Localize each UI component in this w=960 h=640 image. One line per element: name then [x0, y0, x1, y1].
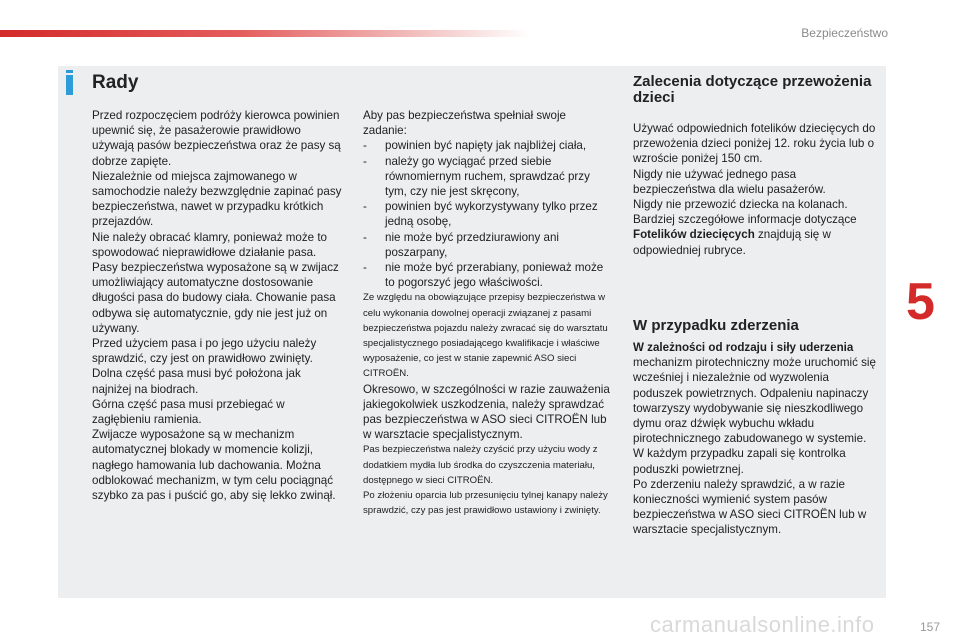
section-title: Bezpieczeństwo [801, 26, 888, 40]
list-item: - powinien być napięty jak najbliżej ciała, [363, 139, 587, 153]
info-icon [66, 75, 73, 95]
cleaning-note: Pas bezpieczeństwa należy czyścić przy użyciu wody z dodatkiem mydła lub środka do czyszczenia materiału, dostępnego w sieci CITROËN. [363, 444, 598, 486]
seat-note: Po złożeniu oparcia lub przesunięciu tylnej kanapy należy sprawdzić, czy pas jest prawidłowo ustawiony i zwinięty. [363, 490, 608, 517]
list-item: - należy go wyciągać przed siebie równomiernym ruchem, sprawdzać przy tym, czy nie jest skręcony, [363, 154, 590, 199]
children-paragraph: Nigdy nie używać jednego pasa bezpieczeństwa dla wielu pasażerów. [633, 167, 826, 196]
inspection-paragraph: Okresowo, w szczególności w razie zauważenia jakiegokolwiek uszkodzenia, należy sprawdzać pas bezpieczeństwa w ASO sieci CITROËN lub w warsztacie specjalistycznym. [363, 382, 610, 442]
children-paragraph: Używać odpowiednich fotelików dziecięcych do przewożenia dzieci poniżej 12. roku życia lub o wzroście poniżej 150 cm. [633, 122, 876, 166]
list-item: - powinien być wykorzystywany tylko przez jedną osobę, [363, 200, 598, 229]
service-note: Ze względu na obowiązujące przepisy bezpieczeństwa w celu wykonania dowolnej operacji związanej z pasami bezpieczeństwa pojazdu należy zwracać się do warsztatu specjalistycznego posiadającego kwalifikacje i właściwe wyposażenie, co jest w stanie zapewnić ASO sieci CITROËN. [363, 292, 608, 380]
child-seats-reference: Fotelików dziecięcych [633, 228, 755, 242]
rady-paragraph: Górna część pasa musi przebiegać w zagłębieniu ramienia. [92, 397, 285, 427]
children-text [633, 121, 881, 258]
collision-text [633, 340, 881, 538]
rady-paragraph: Niezależnie od miejsca zajmowanego w samochodzie należy bezwzględnie zapinać pasy bezpieczeństwa, nawet w przypadku krótkich przejazdów. [92, 169, 342, 229]
rady-paragraph: Pasy bezpieczeństwa wyposażone są w zwijacz umożliwiający automatyczne dostosowanie długości pasa do budowy ciała. Chowanie pasa odbywa się automatycznie, gdy nie jest już on używany. [92, 261, 339, 335]
collision-paragraph: W każdym przypadku zapali się kontrolka poduszki powietrznej. [633, 447, 846, 476]
rady-paragraph: Nie należy obracać klamry, ponieważ może to spowodować nieprawidłowe działanie pasa. [92, 230, 327, 259]
rady-paragraph: Przed rozpoczęciem podróży kierowca powinien upewnić się, że pasażerowie prawidłowo używają pasów bezpieczeństwa oraz że pasy są dobrze zapięte. [92, 109, 341, 168]
rady-paragraph: Przed użyciem pasa i po jego użyciu należy sprawdzić, czy jest on prawidłowo zwinięty. [92, 337, 317, 366]
info-icon-dot [66, 70, 73, 73]
list-item: - nie może być przerabiany, ponieważ może to pogorszyć jego właściwości. [363, 261, 604, 290]
children-title: Zalecenia dotyczące przewożenia dzieci [633, 73, 872, 106]
rady-paragraph: Dolna część pasa musi być położona jak najniżej na biodrach. [92, 367, 301, 396]
rady-column-2 [363, 108, 613, 518]
rady-paragraph: Zwijacze wyposażone są w mechanizm automatycznej blokady w momencie kolizji, nagłego hamowania lub dachowania. Można odblokować mechanizm, w tym celu pociągnąć szybko za pas i puścić go, aby się lekko zwinął. [92, 428, 336, 503]
children-paragraph: Bardziej szczegółowe informacje dotyczące Fotelików dziecięcych znajdują się w odpowiedniej rubryce. [633, 213, 857, 257]
rady-column-1 [92, 108, 342, 503]
collision-title: W przypadku zderzenia [633, 317, 799, 334]
rady-title: Rady [92, 72, 139, 93]
header-accent-bar [0, 30, 530, 37]
collision-paragraph: W zależności od rodzaju i siły uderzenia mechanizm pirotechniczny może uruchomić się wcześniej i niezależnie od wyzwolenia poduszek powietrznych. Odpaleniu napinaczy towarzyszy wydobywanie się nieszkodliwego dymu oraz dźwięk wybuchu wkładu pirotechnicznego zabudowanego w systemie. [633, 341, 876, 446]
col2-intro: Aby pas bezpieczeństwa spełniał swoje zadanie: [363, 109, 567, 138]
children-paragraph: Nigdy nie przewozić dziecka na kolanach. [633, 198, 848, 212]
right-column [633, 73, 881, 537]
watermark: carmanualsonline.info [650, 612, 875, 637]
page-number: 157 [919, 620, 940, 634]
chapter-number: 5 [906, 273, 935, 331]
list-item: - nie może być przedziurawiony ani poszarpany, [363, 230, 559, 259]
collision-paragraph: Po zderzeniu należy sprawdzić, a w razie konieczności wymienić system pasów bezpieczeństwa w ASO sieci CITROËN lub w warsztacie specjalistycznym. [633, 477, 867, 537]
